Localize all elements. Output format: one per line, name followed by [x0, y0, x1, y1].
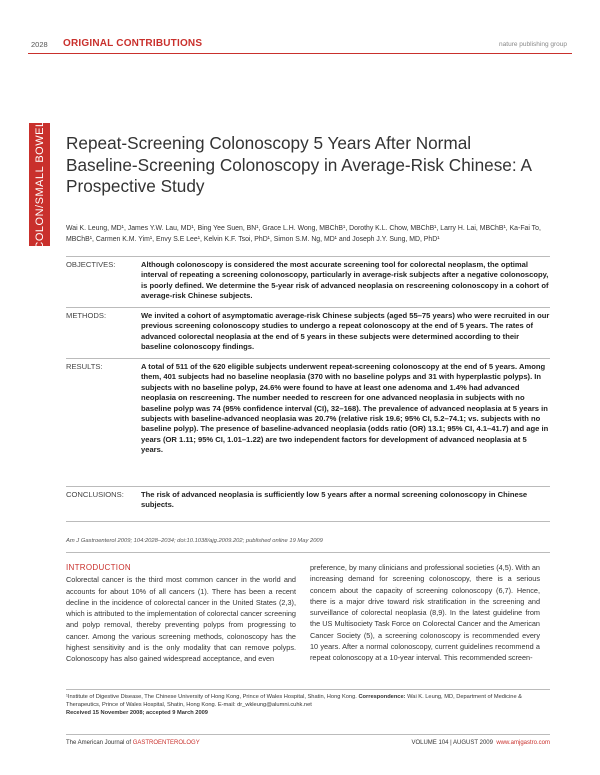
journal-name — [66, 740, 200, 746]
abstract-text: We invited a cohort of asymptomatic average-risk Chinese subjects (aged 55–75 years) who were recruited in our previous screening colonoscopy studies to undergo a repeat colonoscopy at the end of 5 years. The rates of advanced colorectal neoplasia at the end of 5 years in these subjects were determined according to their baseline colonoscopy findings. — [141, 311, 550, 352]
category-label: COLON/SMALL BOWEL — [33, 119, 46, 250]
journal-url[interactable]: www.amjgastro.com — [496, 740, 550, 746]
abstract-label: OBJECTIVES: — [66, 260, 116, 269]
citation-line: Am J Gastroenterol 2009; 104:2028–2034; doi:10.1038/ajg.2009.202; published online 19 May 2009 — [66, 538, 323, 544]
header-divider — [28, 53, 572, 54]
abstract-label: RESULTS: — [66, 362, 103, 371]
abstract-text: Although colonoscopy is considered the most accurate screening tool for colorectal neoplasm, the optimal interval of repeating a screening colonoscopy, particularly in average-risk subjects after a negative colonoscopy, is poorly defined. We determine the 5-year risk of advanced neoplasia on rescreening colonoscopy in a cohort of average-risk Chinese subjects. — [141, 260, 549, 301]
abstract-bottom-divider — [66, 521, 550, 522]
body-divider — [66, 552, 550, 553]
abstract-label: METHODS: — [66, 311, 107, 320]
abstract-divider — [66, 486, 550, 487]
footnote — [66, 693, 550, 717]
abstract-top-divider — [66, 256, 550, 257]
abstract-text: A total of 511 of the 620 eligible subjects underwent repeat-screening colonoscopy at the end of 5 years. Among them, 401 subjects had no baseline neoplasia (370 with no baseline polyps and 31 with hyperplastic polyps). In subjects with no baseline polyp, 24.6% were found to have at least one adenoma and 1.4% had advanced neoplasia on rescreening. The number needed to rescreen for one advanced neoplasia in subjects with no baseline polyp was 74 (95% confidence interval (CI), 32–168). The prevalence of advanced neoplasia at 5 years in subjects with baseline-advanced neoplasia was 20.7% (relative risk 19.6; 95% CI, 5.2–74.1; vs. subjects with no baseline polyp). The presence of baseline-advanced neoplasia (odds ratio (OR) 13.1; 95% CI, 4.1–41.7) and age in years (OR 1.11; 95% CI, 1.01–1.22) are two independent factors for development of advanced neoplasia at 5 years. — [141, 362, 549, 455]
issue-label: VOLUME 104 | AUGUST 2009 — [411, 740, 493, 746]
intro-column-left — [66, 562, 296, 665]
intro-text-left: Colorectal cancer is the third most common cancer in the world and accounts for about 10% of all cancers (1). There has been a recent decline in the incidence of colorectal cancer in the United States (2,3), which is attributed to the implementation of colorectal cancer screening and polyp removal, thereby preventing polyps from progressing to cancer. Among the various screening methods, colonoscopy has the highest sensitivity and is the only modality that can remove polyps. Colonoscopy has also gained widespread acceptance, and even — [66, 575, 296, 664]
abstract-divider — [66, 307, 550, 308]
page-header — [0, 0, 600, 58]
page-number: 2028 — [31, 40, 48, 49]
abstract-label: CONCLUSIONS: — [66, 490, 124, 499]
journal-brand: GASTROENTEROLOGY — [132, 740, 200, 746]
section-label: ORIGINAL CONTRIBUTIONS — [63, 38, 203, 49]
article-title: Repeat-Screening Colonoscopy 5 Years After Normal Baseline-Screening Colonoscopy in Average-Risk Chinese: A Prospective Study — [66, 133, 531, 196]
correspondence: Wai K. Leung, MD, Department of Medicine & Therapeutics, Prince of Wales Hospital, Shatin, Hong Kong. E-mail: dr_wkleung@alumni.cuhk.net — [66, 694, 522, 708]
intro-heading: INTRODUCTION — [66, 563, 131, 572]
received-dates: Received 15 November 2008; accepted 9 March 2009 — [66, 710, 208, 716]
abstract-text: The risk of advanced neoplasia is sufficiently low 5 years after a normal screening colonoscopy in Chinese subjects. — [141, 490, 528, 510]
footnote-divider — [66, 689, 550, 690]
affiliation: ¹Institute of Digestive Disease, The Chinese University of Hong Kong, Prince of Wales Hospital, Shatin, Hong Kong. — [66, 694, 357, 700]
category-sidebar — [29, 119, 50, 250]
correspondence-label: Correspondence: — [358, 694, 406, 700]
intro-column-right — [310, 562, 540, 664]
author-list: Wai K. Leung, MD¹, James Y.W. Lau, MD¹, Bing Yee Suen, BN¹, Grace L.H. Wong, MBChB¹, Dorothy K.L. Chow, MBChB¹, Larry H. Lai, MBChB¹, Ka-Fai To, MBChB¹, Carmen K.M. Yim¹, Envy S.E Lee¹, Kelvin K.F. Tsoi, PhD¹, Simon S.M. Ng, MD¹ and Joseph J.Y. Sung, MD, PhD¹ — [66, 225, 541, 243]
issue-info — [411, 740, 550, 746]
journal-prefix: The American Journal of — [66, 740, 132, 746]
publisher-label: nature publishing group — [499, 41, 567, 48]
footer-divider — [66, 734, 550, 735]
abstract-divider — [66, 358, 550, 359]
intro-text-right: preference, by many clinicians and professional societies (4,5). With an increasing demand for screening colonoscopy, there is a serious concern about the capacity of screening colonoscopy (6,7). Hence, there is a major drive toward risk stratification in the screening and surveillance of colorectal neoplasia (8,9). In the latest guideline from the US Multisociety Task Force on Colorectal Cancer and the American Cancer Society (5), a screening colonoscopy is recommended every 10 years. After a normal colonoscopy, current guidelines recommend a repeat colonoscopy at a 10-year interval. This recommended screen- — [310, 563, 540, 663]
